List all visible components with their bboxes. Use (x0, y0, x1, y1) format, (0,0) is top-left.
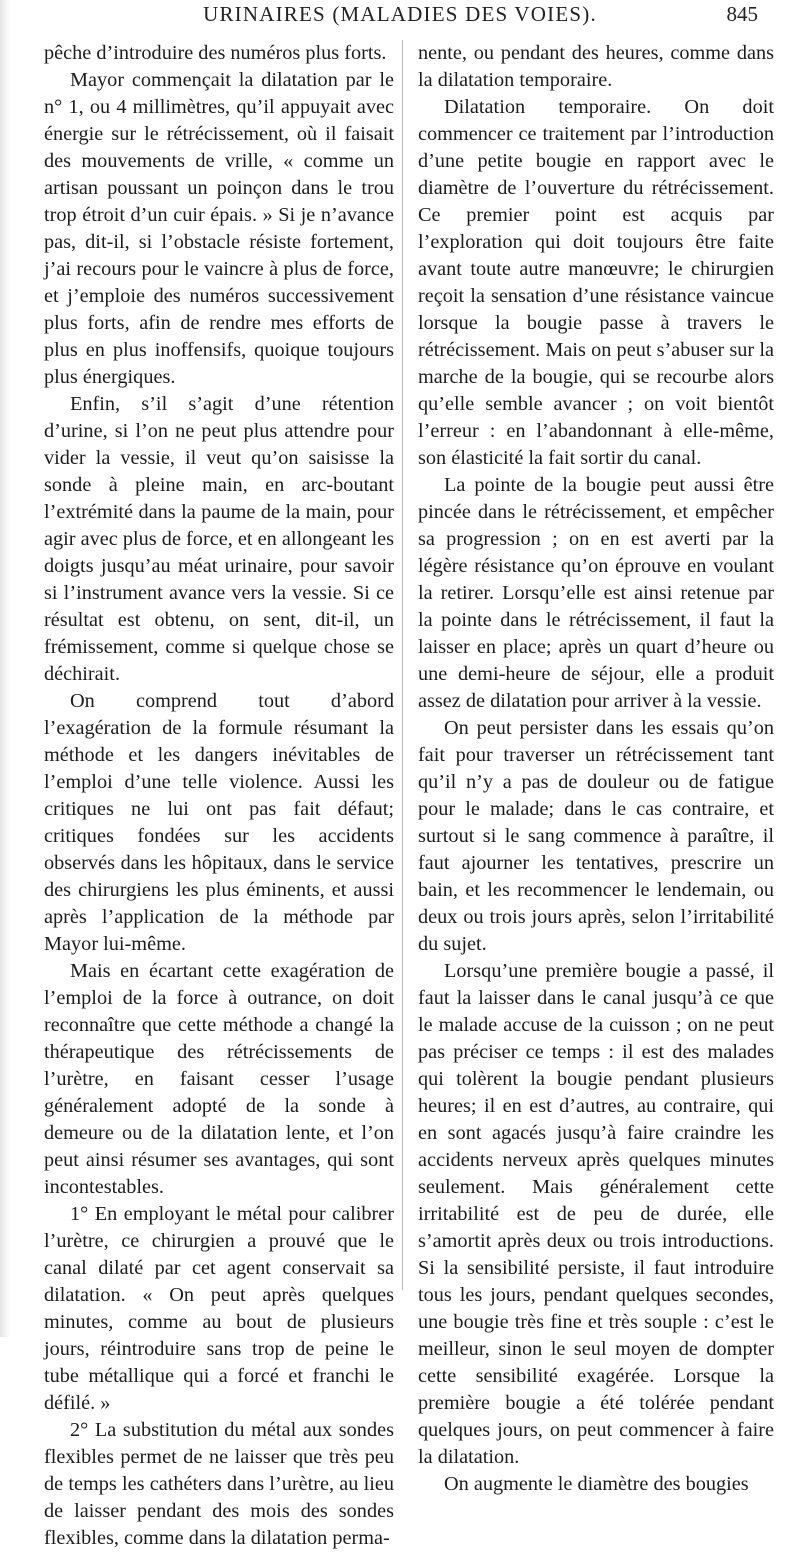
page-header (0, 2, 800, 38)
page-number: 845 (726, 2, 758, 26)
column-divider (402, 40, 403, 1290)
paragraph: La pointe de la bougie peut aussi être pincée dans le rétrécissement, et empêcher sa progression ; on en est averti par la légère résistance qu’on éprouve en voulant la retirer. Lorsqu’elle est ainsi retenue par la pointe dans le rétrécissement, il faut la laisser en place; après un quart d’heure ou une demi-heure de séjour, elle a produit assez de dilatation pour arriver à la vessie. (418, 474, 774, 712)
paragraph: Mais en écartant cette exagération de l’emploi de la force à outrance, on doit reconnaître que cette méthode a changé la thérapeutique des rétrécissements de l’urètre, en faisant cesser l’usage généralement adopté de la sonde à demeure ou de la dilatation lente, et l’on peut ainsi résumer ses avantages, qui sont incontestables. (44, 960, 394, 1198)
paragraph: Enfin, s’il s’agit d’une rétention d’urine, si l’on ne peut plus attendre pour vider la vessie, il veut qu’on saisisse la sonde à pleine main, en arc-boutant l’extrémité dans la paume de la main, pour agir avec plus de force, et en allongeant les doigts jusqu’au méat urinaire, pour savoir si l’instrument avance vers la vessie. Si ce résultat est obtenu, on sent, dit-il, un frémissement, comme si quelque chose se déchirait. (44, 393, 394, 685)
paragraph: On comprend tout d’abord l’exagération de la formule résumant la méthode et les dangers inévitables de l’emploi d’une telle violence. Aussi les critiques ne lui ont pas fait défaut; critiques fondées sur les accidents observés dans les hôpitaux, dans le service des chirurgiens les plus éminents, et aussi après l’application de la méthode par Mayor lui-même. (44, 690, 394, 955)
running-title: URINAIRES (MALADIES DES VOIES). (203, 2, 597, 26)
paragraph: 1° En employant le métal pour calibrer l’urètre, ce chirurgien a prouvé que le canal dilaté par cet agent conservait sa dilatation. « On peut après quelques minutes, comme au bout de plusieurs jours, réintroduire sans trop de peine le tube métallique qui a forcé et franchi le défilé. » (44, 1203, 394, 1414)
left-column (44, 40, 394, 1552)
page-edge-shadow (0, 0, 10, 1337)
right-column (418, 40, 774, 1498)
paragraph: 2° La substitution du métal aux sondes flexibles permet de ne laisser que très peu de temps les cathéters dans l’urètre, au lieu de laisser pendant des mois des sondes flexibles, comme dans la dilatation perma- (44, 1419, 394, 1549)
paragraph: On augmente le diamètre des bougies (444, 1473, 749, 1495)
paragraph: nente, ou pendant des heures, comme dans la dilatation temporaire. (418, 42, 774, 91)
paragraph: Dilatation temporaire. On doit commencer ce traitement par l’introduction d’une petite bougie en rapport avec le diamètre de l’ouverture du rétrécissement. Ce premier point est acquis par l’exploration qui doit toujours être faite avant toute autre manœuvre; le chirurgien reçoit la sensation d’une résistance vaincue lorsque la bougie passe à travers le rétrécissement. Mais on peut s’abuser sur la marche de la bougie, qui se recourbe alors qu’elle semble avancer ; on voit bientôt l’erreur : en l’abandonnant à elle-même, son élasticité la fait sortir du canal. (418, 96, 774, 469)
paragraph: Lorsqu’une première bougie a passé, il faut la laisser dans le canal jusqu’à ce que le malade accuse de la cuisson ; on ne peut pas préciser ce temps : il est des malades qui tolèrent la bougie pendant plusieurs heures; il en est d’autres, au contraire, qui en sont agacés jusqu’à faire craindre les accidents nerveux après quelques minutes seulement. Mais généralement cette irritabilité est de peu de durée, elle s’amortit après deux ou trois introductions. Si la sensibilité persiste, il faut introduire tous les jours, pendant quelques secondes, une bougie très fine et très souple : c’est le meilleur, sinon le seul moyen de dompter cette sensibilité exagérée. Lorsque la première bougie a été tolérée pendant quelques jours, on peut commencer à faire la dilatation. (418, 960, 774, 1468)
paragraph: On peut persister dans les essais qu’on fait pour traverser un rétrécissement tant qu’il n’y a pas de douleur ou de fatigue pour le malade; dans le cas contraire, et surtout si le sang commence à paraître, il faut ajourner les tentatives, prescrire un bain, et les recommencer le lendemain, ou deux ou trois jours après, selon l’irritabilité du sujet. (418, 717, 774, 955)
paragraph: pêche d’introduire des numéros plus forts. (44, 42, 387, 64)
paragraph: Mayor commençait la dilatation par le n° 1, ou 4 millimètres, qu’il appuyait avec énergie sur le rétrécissement, où il faisait des mouvements de vrille, « comme un artisan poussant un poinçon dans le trou trop étroit d’un cuir épais. » Si je n’avance pas, dit-il, si l’obstacle résiste fortement, j’ai recours pour le vaincre à plus de force, et j’emploie des numéros successivement plus forts, afin de rendre mes efforts de plus en plus inoffensifs, quoique toujours plus énergiques. (44, 69, 394, 388)
